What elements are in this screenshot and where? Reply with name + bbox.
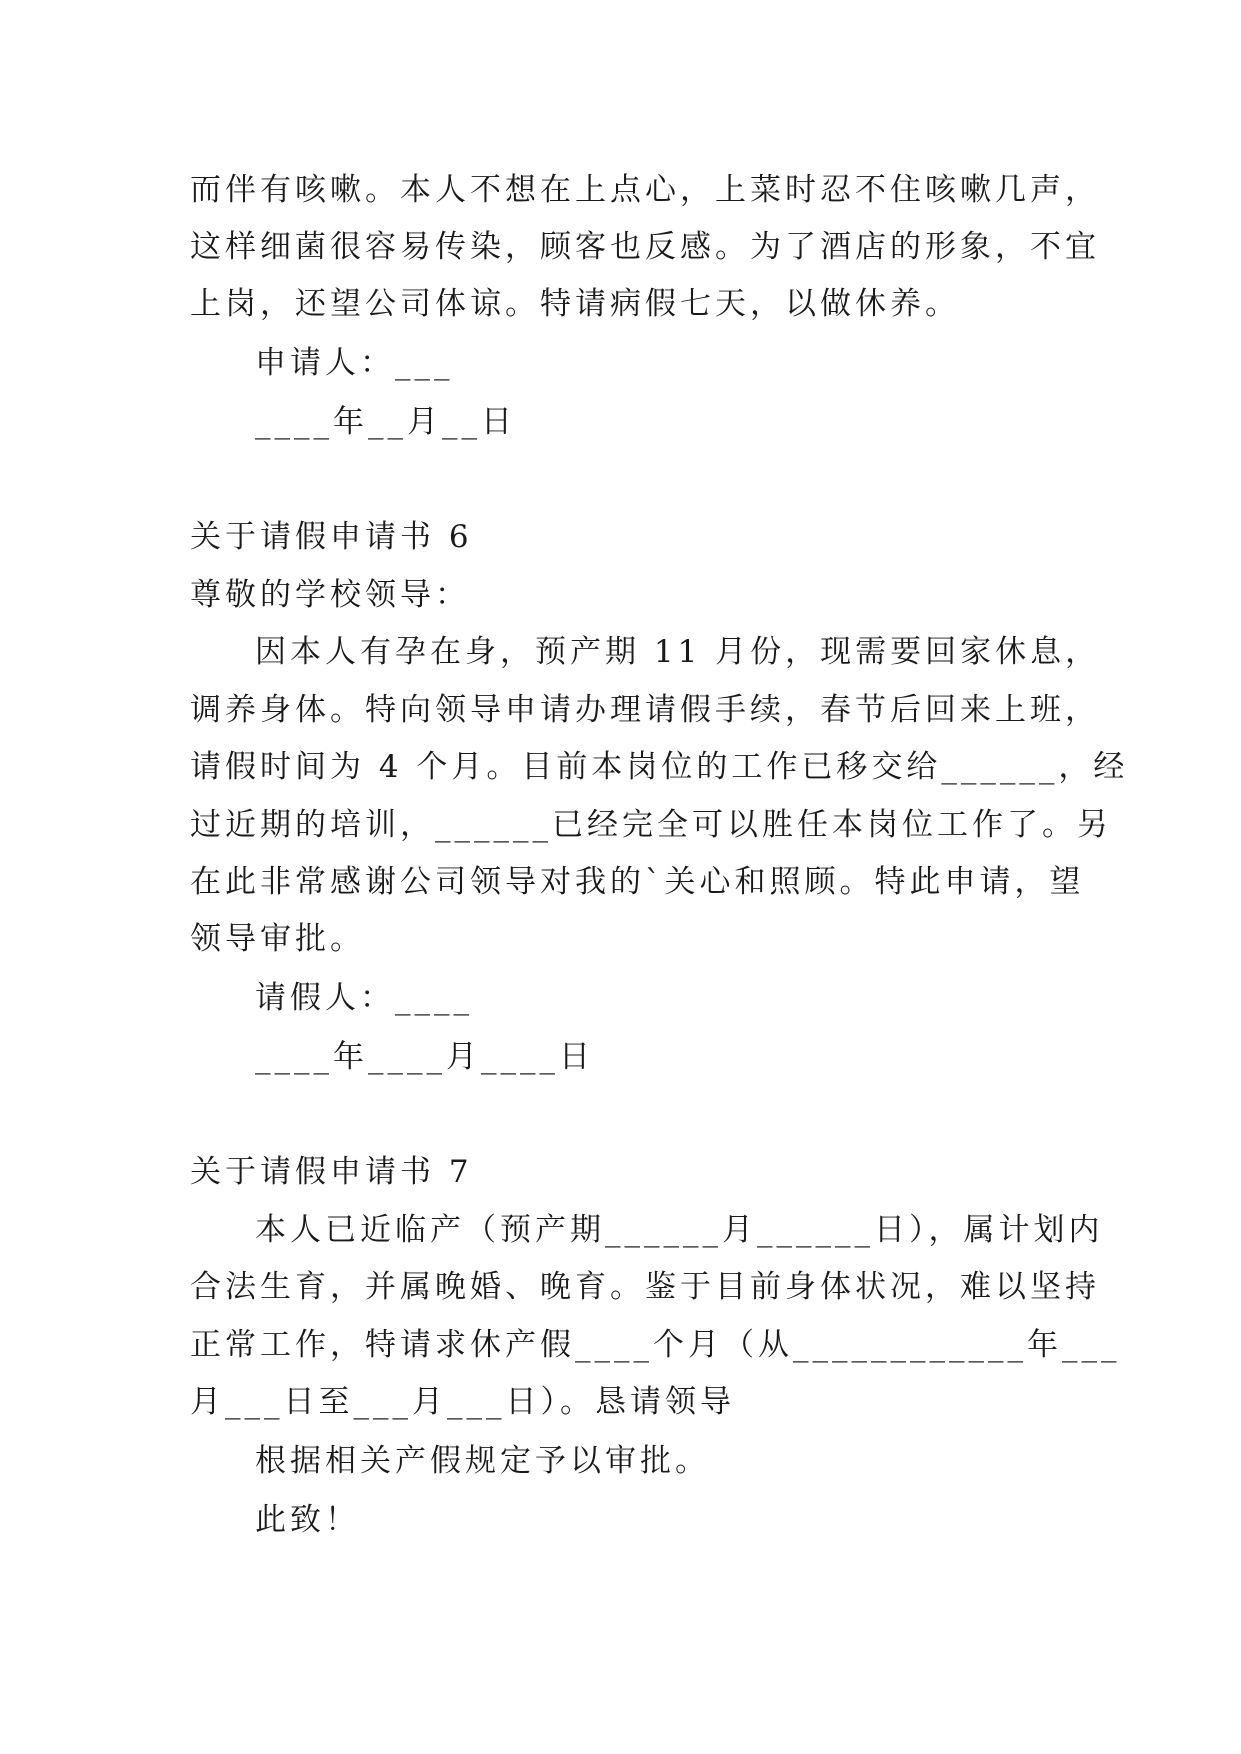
paragraph-line: 本人已近临产（预产期______月______日），属计划内 <box>255 1212 1104 1248</box>
paragraph-line: 合法生育，并属晚婚、晚育。鉴于目前身体状况，难以坚持 <box>190 1269 1100 1305</box>
paragraph-line: 而伴有咳嗽。本人不想在上点心，上菜时忍不住咳嗽几声， <box>190 172 1100 208</box>
paragraph-line: 请假时间为 4 个月。目前本岗位的工作已移交给______，经 <box>190 749 1129 785</box>
paragraph-line: 调养身体。特向领导申请办理请假手续，春节后回来上班， <box>190 692 1100 728</box>
requester-signature-line: 请假人：____ <box>255 980 473 1016</box>
paragraph-line: 上岗，还望公司体谅。特请病假七天，以做休养。 <box>190 286 960 322</box>
paragraph-line: 根据相关产假规定予以审批。 <box>255 1443 710 1479</box>
section-title-6: 关于请假申请书 6 <box>190 519 473 555</box>
paragraph-line: 领导审批。 <box>190 921 365 957</box>
date-line: ____年____月____日 <box>255 1039 594 1075</box>
section-title-7: 关于请假申请书 7 <box>190 1154 473 1190</box>
paragraph-line: 过近期的培训，______已经完全可以胜任本岗位工作了。另 <box>190 807 1112 843</box>
salutation: 尊敬的学校领导： <box>190 577 470 613</box>
applicant-signature-line: 申请人：___ <box>255 345 454 381</box>
paragraph-line: 因本人有孕在身，预产期 11 月份，现需要回家休息， <box>255 634 1101 670</box>
date-line: ____年__月__日 <box>255 404 516 440</box>
closing-line: 此致！ <box>255 1502 360 1538</box>
paragraph-line: 月___日至___月___日）。恳请领导 <box>190 1384 735 1420</box>
paragraph-line: 在此非常感谢公司领导对我的`关心和照顾。特此申请，望 <box>190 864 1085 900</box>
paragraph-line: 正常工作，特请求休产假____个月（从____________年___ <box>190 1327 1121 1363</box>
paragraph-line: 这样细菌很容易传染，顾客也反感。为了酒店的形象，不宜 <box>190 229 1100 265</box>
